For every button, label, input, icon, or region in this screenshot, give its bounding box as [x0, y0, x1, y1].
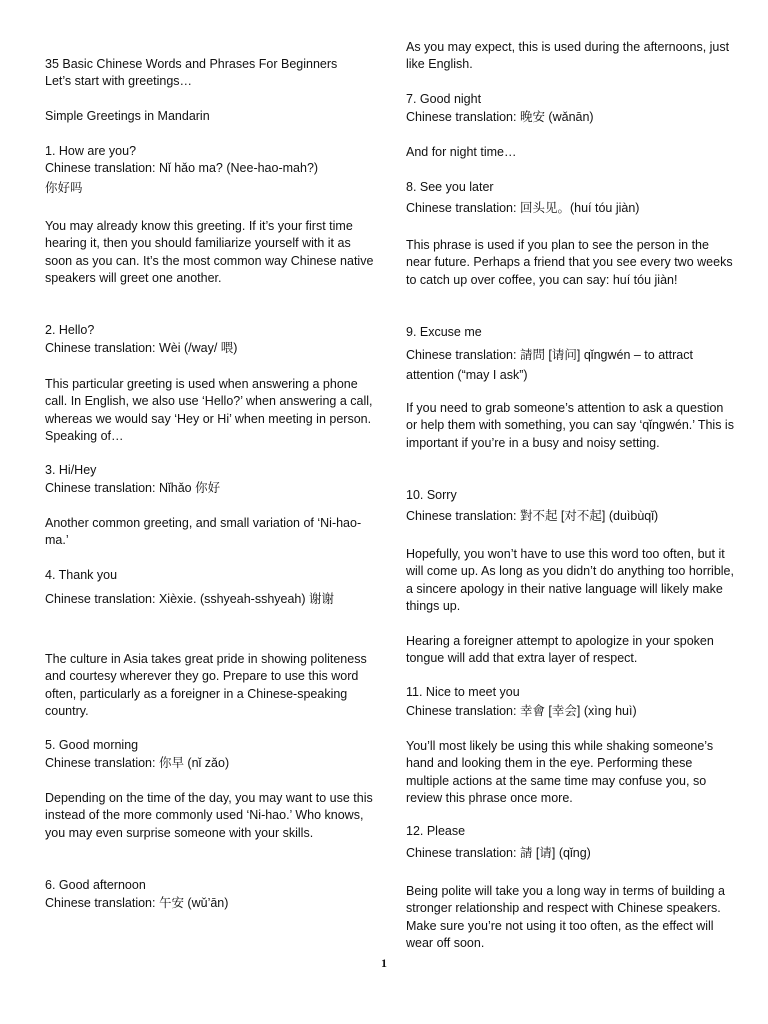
phrase-1-heading: 1. How are you? [45, 144, 137, 158]
intro-text: Let’s start with greetings… [45, 74, 193, 88]
phrase-11-translation: Chinese translation: 幸會 [幸会] (xìng huì) [406, 704, 637, 718]
phrase-8-body: This phrase is used if you plan to see the person in the near future. Perhaps a friend that you see every two weeks to catch up over coffee, you can say: huí tóu jiàn! [406, 238, 733, 287]
phrase-12-translation: Chinese translation: 請 [请] (qǐng) [406, 846, 591, 860]
phrase-7-translation: Chinese translation: 晚安 (wǎnān) [406, 110, 594, 124]
phrase-11-body: You’ll most likely be using this while shaking someone’s hand and looking them in the eye. Performing these multiple actions at the same time may confuse you, so review this phrase once more. [406, 739, 714, 806]
phrase-9-heading: 9. Excuse me [406, 325, 482, 339]
phrase-8-heading: 8. See you later [406, 180, 494, 194]
phrase-3-translation: Chinese translation: Nǐhǎo 你好 [45, 481, 221, 495]
phrase-10-body-2: Hearing a foreigner attempt to apologize in your spoken tongue will add that extra layer of respect. [406, 634, 714, 666]
phrase-12-body: Being polite will take you a long way in terms of building a stronger relationship and respect with Chinese speakers. Make sure you’re not using it too often, as the effect will wear off soon. [406, 884, 725, 951]
phrase-1-translation: Chinese translation: Nǐ hǎo ma? (Nee-hao-mah?) [45, 161, 319, 175]
phrase-4-heading: 4. Thank you [45, 568, 118, 582]
phrase-2-heading: 2. Hello? [45, 323, 95, 337]
phrase-1-body: You may already know this greeting. If it’s your first time hearing it, then you should familiarize yourself with it as soon as you can. It’s the most common way Chinese native speakers will greet one another. [45, 219, 374, 286]
phrase-2-body: This particular greeting is used when answering a phone call. In English, we also use ‘Hello?’ when answering a call, whereas we would say ‘Hey or Hi’ when meeting in person. Speaking of… [45, 377, 373, 444]
phrase-2-translation: Chinese translation: Wèi (/way/ 喂) [45, 341, 238, 355]
phrase-12-heading: 12. Please [406, 824, 466, 838]
phrase-10-translation: Chinese translation: 對不起 [对不起] (duìbùqǐ) [406, 509, 659, 523]
phrase-6-heading: 6. Good afternoon [45, 878, 146, 892]
phrase-11-heading: 11. Nice to meet you [406, 685, 520, 699]
section-title: Simple Greetings in Mandarin [45, 109, 210, 123]
phrase-1-chinese: 你好吗 [45, 181, 83, 195]
phrase-4-body: The culture in Asia takes great pride in showing politeness and courtesy wherever they go. Prepare to use this word often, particularly as a foreigner in a Chinese-speaking country. [45, 652, 367, 719]
phrase-8-translation: Chinese translation: 回头见。(huí tóu jiàn) [406, 201, 640, 215]
page-number: 1 [381, 956, 387, 970]
phrase-5-translation: Chinese translation: 你早 (nǐ zǎo) [45, 756, 230, 770]
phrase-4-translation: Chinese translation: Xièxie. (sshyeah-sshyeah) 谢谢 [45, 592, 335, 606]
document-title: 35 Basic Chinese Words and Phrases For Beginners [45, 57, 338, 71]
phrase-9-body: If you need to grab someone’s attention to ask a question or help them with something, you can say ‘qǐngwén.’ This is important if you’re in a busy and noisy setting. [406, 401, 734, 450]
phrase-5-heading: 5. Good morning [45, 738, 139, 752]
phrase-3-body: Another common greeting, and small variation of ‘Ni-hao-ma.’ [45, 516, 362, 548]
phrase-9-translation: Chinese translation: 請問 [请问] qǐngwén – to attract attention (“may I ask”) [406, 348, 693, 382]
phrase-10-heading: 10. Sorry [406, 488, 457, 502]
phrase-7-heading: 7. Good night [406, 92, 482, 106]
phrase-10-body: Hopefully, you won’t have to use this word too often, but it will come up. As long as you didn’t do anything too horrible, a sincere apology in their native language will likely make things up. [406, 547, 734, 614]
phrase-7-body: And for night time… [406, 145, 517, 159]
phrase-6-body: As you may expect, this is used during the afternoons, just like English. [406, 40, 730, 72]
phrase-3-heading: 3. Hi/Hey [45, 463, 97, 477]
phrase-6-translation: Chinese translation: 午安 (wǔ’ān) [45, 896, 229, 910]
phrase-5-body: Depending on the time of the day, you may want to use this instead of the more commonly used ‘Ni-hao.’ Who knows, you may even surprise someone with your skills. [45, 791, 373, 840]
